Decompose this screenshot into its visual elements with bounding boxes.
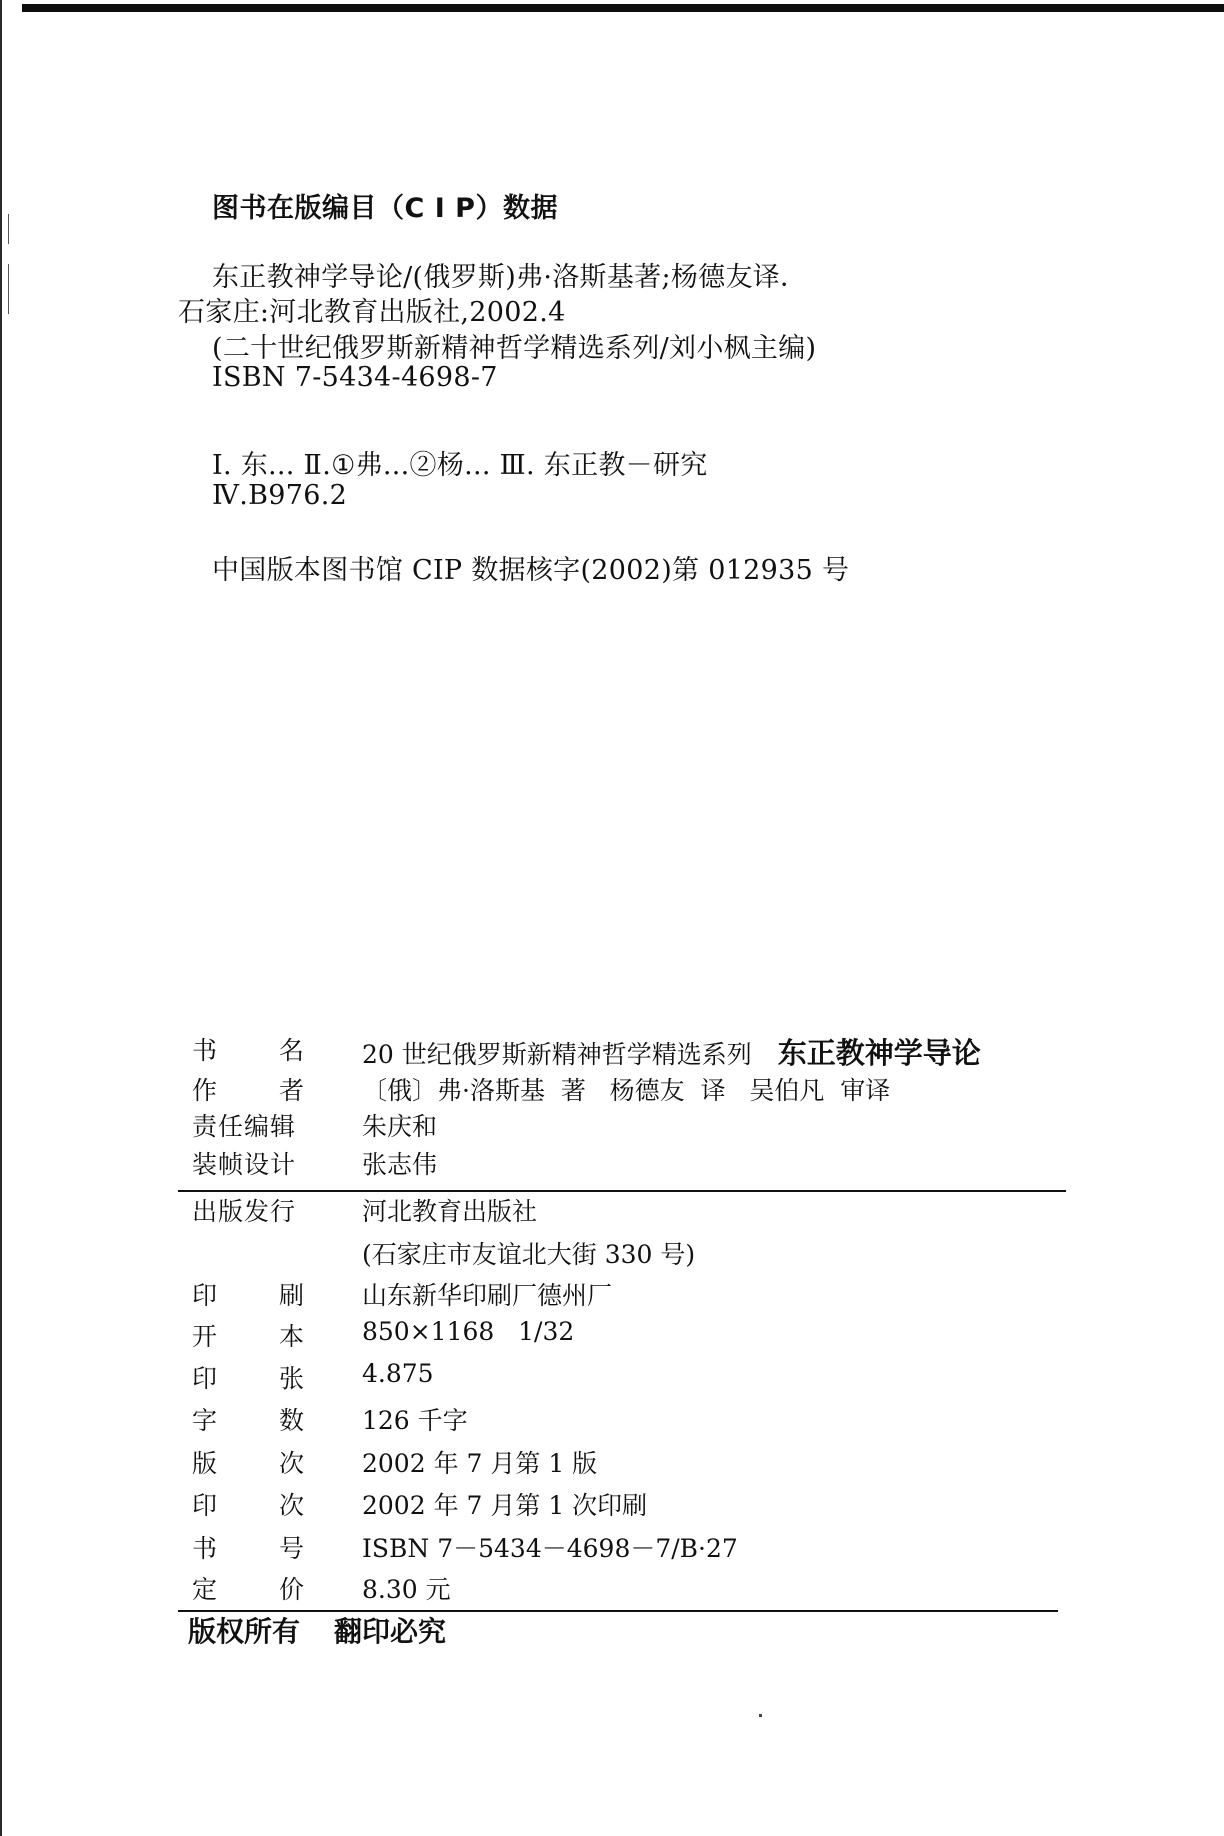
cip-line-1: 东正教神学导论/(俄罗斯)弗·洛斯基著;杨德友译．	[212, 262, 808, 293]
colophon-label-format: 开 本	[192, 1322, 304, 1351]
cip-line-7: 中国版本图书馆 CIP 数据核字(2002)第 012935 号	[212, 555, 850, 586]
colophon-label-author: 作 者	[192, 1076, 304, 1105]
colophon-value-edition: 2002 年 7 月第 1 版	[362, 1449, 598, 1478]
copyright-right: 翻印必究	[334, 1615, 447, 1648]
scan-mark	[8, 264, 9, 314]
colophon-label-printer: 印 刷	[192, 1281, 304, 1310]
colophon-rule-top	[178, 1190, 1066, 1192]
colophon-label-price: 定 价	[192, 1575, 304, 1604]
colophon-value-sheets: 4.875	[362, 1359, 434, 1388]
colophon-value-format: 850×1168 1/32	[362, 1317, 575, 1346]
colophon-label-title: 书 名	[192, 1036, 304, 1065]
cip-line-6: Ⅳ.B976.2	[212, 480, 348, 511]
colophon-value-address: (石家庄市友谊北大街 330 号)	[362, 1240, 696, 1269]
cip-line-2: 石家庄:河北教育出版社,2002.4	[178, 297, 566, 328]
cip-line-4: ISBN 7-5434-4698-7	[212, 362, 498, 393]
copyright-notice	[188, 1610, 446, 1650]
colophon-label-design: 装帧设计	[192, 1150, 297, 1179]
colophon-value-printer: 山东新华印刷厂德州厂	[362, 1281, 613, 1310]
colophon-label-edition: 版 次	[192, 1449, 304, 1478]
colophon-value-wordcount: 126 千字	[362, 1406, 468, 1435]
cip-title: 图书在版编目（C I P）数据	[212, 193, 558, 224]
scan-speck	[759, 1714, 762, 1717]
colophon-value-publisher: 河北教育出版社	[362, 1197, 538, 1226]
colophon-label-sheets: 印 张	[192, 1364, 304, 1393]
colophon-value-printing: 2002 年 7 月第 1 次印刷	[362, 1491, 648, 1520]
scan-top-border	[22, 4, 1224, 12]
colophon-label-printing: 印 次	[192, 1491, 304, 1520]
book-title: 东正教神学导论	[777, 1036, 981, 1070]
page-left-edge	[0, 0, 2, 1836]
colophon-value-design: 张志伟	[362, 1150, 438, 1179]
colophon-value-price: 8.30 元	[362, 1575, 451, 1604]
colophon-value-editor: 朱庆和	[362, 1112, 438, 1141]
colophon-value-isbn: ISBN 7－5434－4698－7/B·27	[362, 1534, 738, 1563]
colophon-label-editor: 责任编辑	[192, 1112, 297, 1141]
colophon-value-author: 〔俄〕弗·洛斯基 著 杨德友 译 吴伯凡 审译	[362, 1076, 891, 1105]
cip-line-5: Ⅰ. 东... Ⅱ.①弗...②杨... Ⅲ. 东正教－研究	[212, 450, 708, 481]
colophon-label-wordcount: 字 数	[192, 1406, 304, 1435]
copyright-left: 版权所有	[188, 1615, 301, 1648]
scan-mark	[8, 214, 9, 244]
colophon-label-isbn: 书 号	[192, 1534, 304, 1563]
cip-line-3: (二十世纪俄罗斯新精神哲学精选系列/刘小枫主编)	[212, 333, 817, 364]
colophon-label-publisher: 出版发行	[192, 1197, 297, 1226]
colophon-value-title: 20 世纪俄罗斯新精神哲学精选系列 东正教神学导论	[362, 1036, 981, 1070]
